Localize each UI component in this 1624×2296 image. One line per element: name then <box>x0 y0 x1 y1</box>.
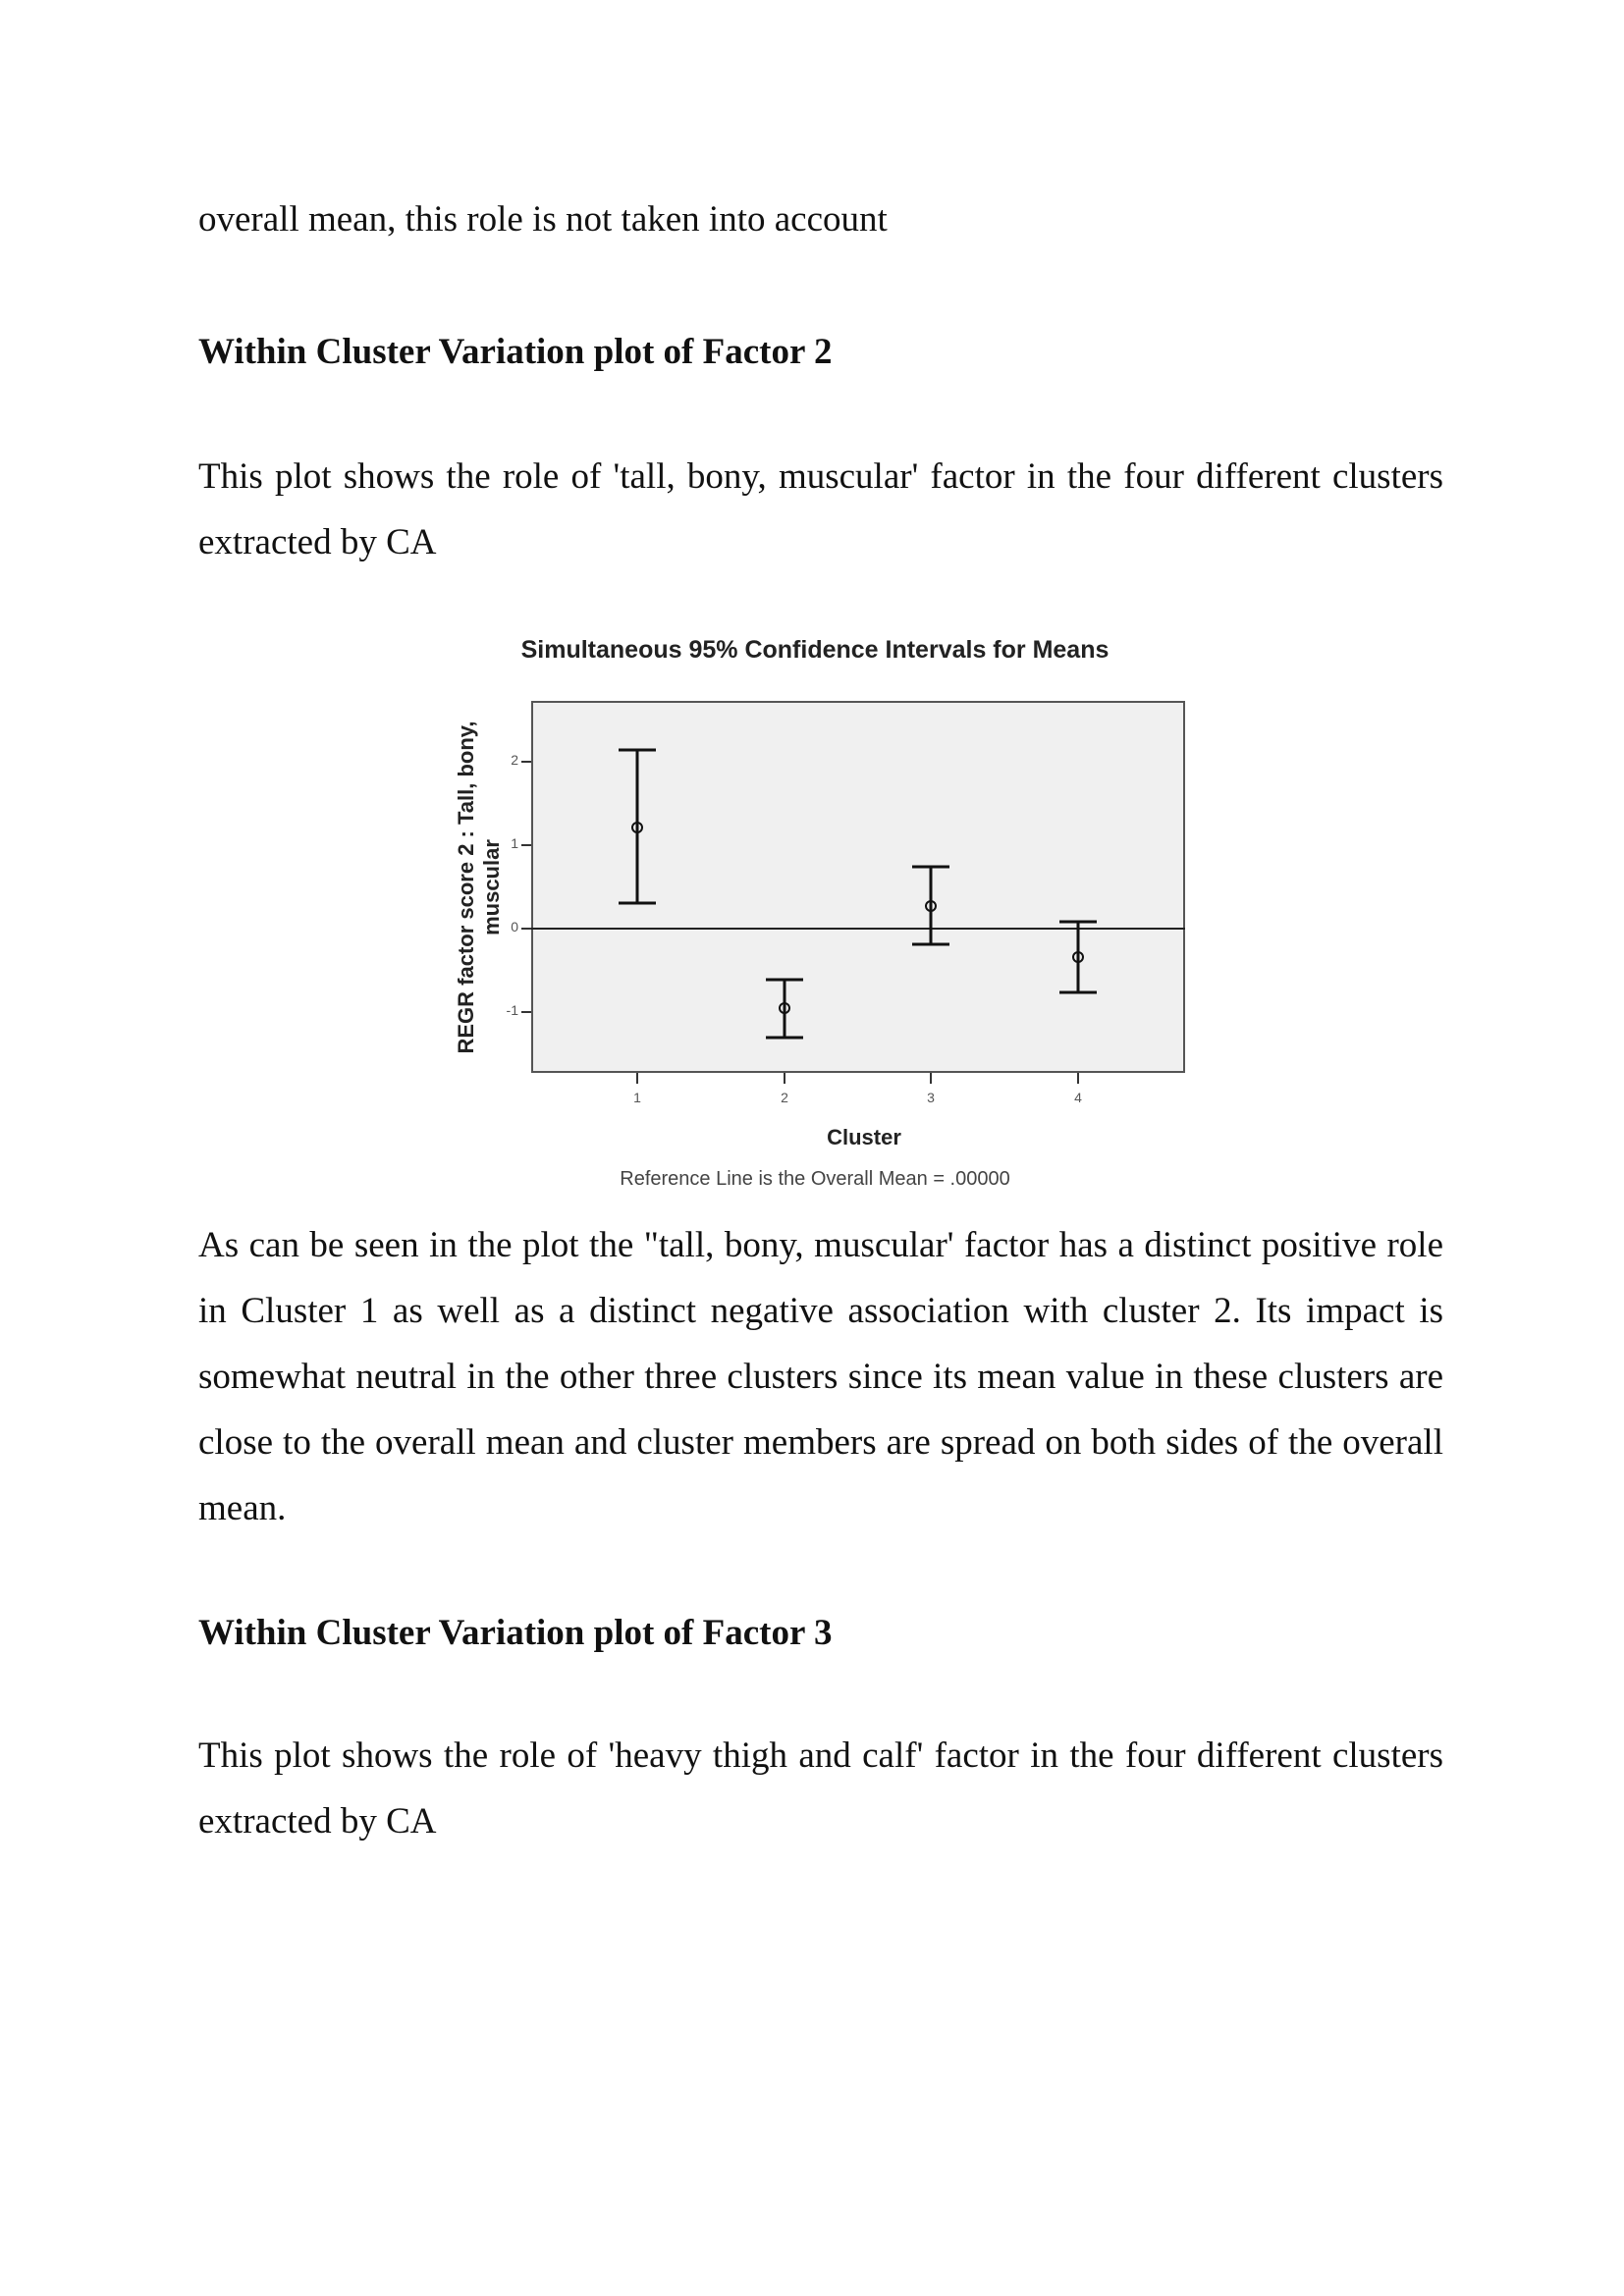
y-axis-label-line2: muscular <box>479 839 504 935</box>
plot-area <box>531 701 1185 1073</box>
section-heading-factor3: Within Cluster Variation plot of Factor 3 <box>198 1613 833 1653</box>
y-tick-label: -1 <box>506 1002 518 1018</box>
y-axis-label-line1: REGR factor score 2 : Tall, bony, <box>454 721 478 1054</box>
x-tick-label: 3 <box>927 1090 935 1105</box>
x-tick-label: 2 <box>781 1090 788 1105</box>
x-axis-label: Cluster <box>827 1125 901 1149</box>
y-tick-label: 1 <box>511 835 518 851</box>
section-heading-factor2: Within Cluster Variation plot of Factor 2 <box>198 332 833 372</box>
continuation-text: overall mean, this role is not taken into account <box>198 199 888 240</box>
reference-line-note: Reference Line is the Overall Mean = .00000 <box>620 1168 1010 1190</box>
y-axis-label <box>454 671 505 1103</box>
chart-title: Simultaneous 95% Confidence Intervals for Means <box>520 636 1110 664</box>
discussion-paragraph-factor2: As can be seen in the plot the "tall, bony, muscular' factor has a distinct positive role in Cluster 1 as well as a distinct negative association with cluster 2. Its impact is somewhat neutral in the other three clusters since its mean value in these clusters are close to the overall mean and cluster members are spread on both sides of the overall mean. <box>198 1225 1443 1528</box>
y-tick-label: 2 <box>511 752 518 768</box>
x-tick-label: 4 <box>1074 1090 1082 1105</box>
y-tick-label: 0 <box>511 919 518 934</box>
intro-paragraph-factor3: This plot shows the role of 'heavy thigh and calf' factor in the four different clusters extracted by CA <box>198 1735 1443 1842</box>
intro-paragraph-factor2: This plot shows the role of 'tall, bony, muscular' factor in the four different clusters extracted by CA <box>198 456 1443 562</box>
x-tick-label: 1 <box>633 1090 641 1105</box>
